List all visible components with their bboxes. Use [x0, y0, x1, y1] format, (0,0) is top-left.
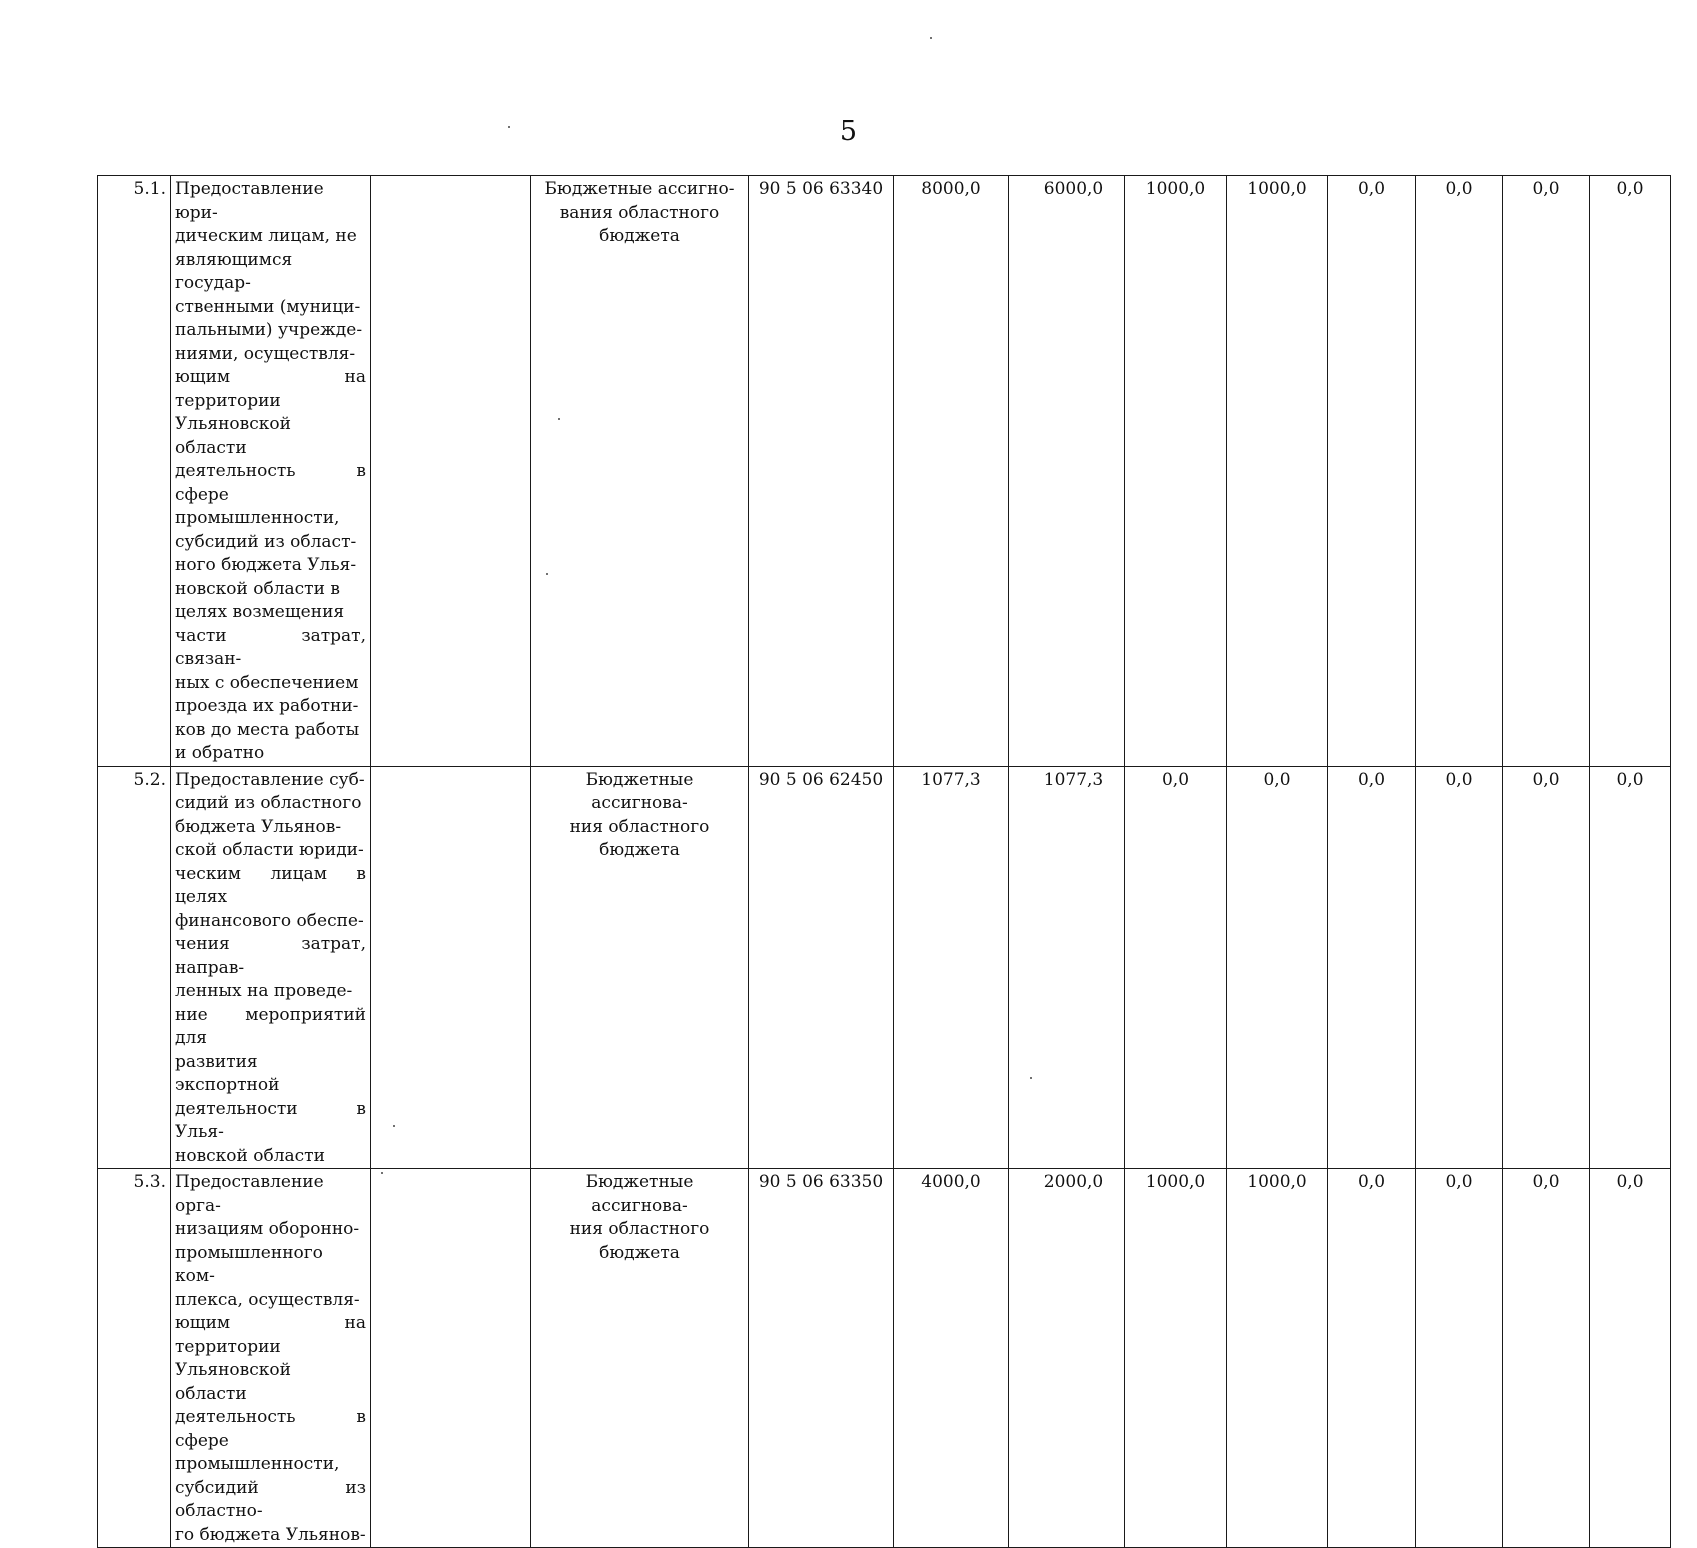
- value-year-1: 6000,0: [1009, 176, 1125, 767]
- scan-speck: [930, 37, 932, 39]
- value-year-2: 1000,0: [1125, 1169, 1227, 1548]
- value-year-1: 1077,3: [1009, 766, 1125, 1169]
- executor-cell: [371, 176, 531, 767]
- value-year-7: 0,0: [1590, 1169, 1671, 1548]
- table-row: [98, 176, 1671, 767]
- budget-code: 90 5 06 62450: [749, 766, 894, 1169]
- executor-cell: [371, 766, 531, 1169]
- value-year-2: 0,0: [1125, 766, 1227, 1169]
- value-year-7: 0,0: [1590, 176, 1671, 767]
- value-year-5: 0,0: [1416, 176, 1503, 767]
- value-year-6: 0,0: [1503, 176, 1590, 767]
- value-total: 1077,3: [894, 766, 1009, 1169]
- value-year-3: 0,0: [1227, 766, 1328, 1169]
- row-title: Предоставление суб- сидий из областного бюджета Ульянов- ской области юриди- ческим лицам в целях финансового обеспе- чения затрат, направ- ленных на проведе- ние мероприятий для развития экспортной деятельности в Улья- новской области: [171, 766, 371, 1169]
- executor-cell: [371, 1169, 531, 1548]
- value-year-4: 0,0: [1328, 1169, 1416, 1548]
- value-year-3: 1000,0: [1227, 176, 1328, 767]
- value-year-5: 0,0: [1416, 766, 1503, 1169]
- scan-speck: [508, 126, 510, 128]
- table-row: [98, 766, 1671, 1169]
- value-year-2: 1000,0: [1125, 176, 1227, 767]
- value-total: 8000,0: [894, 176, 1009, 767]
- budget-table: [97, 175, 1671, 1548]
- budget-code: 90 5 06 63340: [749, 176, 894, 767]
- table-row: [98, 1169, 1671, 1548]
- value-year-6: 0,0: [1503, 766, 1590, 1169]
- value-year-1: 2000,0: [1009, 1169, 1125, 1548]
- value-year-3: 1000,0: [1227, 1169, 1328, 1548]
- value-year-5: 0,0: [1416, 1169, 1503, 1548]
- funding-source: Бюджетные ассигно- вания областного бюджета: [531, 176, 749, 767]
- value-year-4: 0,0: [1328, 176, 1416, 767]
- value-total: 4000,0: [894, 1169, 1009, 1548]
- page-number: 5: [839, 116, 858, 147]
- row-title: Предоставление орга- низациям оборонно- промышленного ком- плекса, осуществля- ющим на территории Ульяновской области деятельность в сфере промышленности, субсидий из областно- го бюджета Ульянов-: [171, 1169, 371, 1548]
- budget-code: 90 5 06 63350: [749, 1169, 894, 1548]
- value-year-4: 0,0: [1328, 766, 1416, 1169]
- value-year-7: 0,0: [1590, 766, 1671, 1169]
- row-title: Предоставление юри- дическим лицам, не являющимся государ- ственными (муници- пальными) учрежде- ниями, осуществля- ющим на территории Ульяновской области деятельность в сфере промышленности, субсидий из област- ного бюджета Улья- новской области в целях возмещения части затрат, связан- ных с обеспечением проезда их работни- ков до места работы и обратно: [171, 176, 371, 767]
- funding-source: Бюджетные ассигнова- ния областного бюджета: [531, 1169, 749, 1548]
- row-number: 5.2.: [98, 766, 171, 1169]
- row-number: 5.1.: [98, 176, 171, 767]
- row-number: 5.3.: [98, 1169, 171, 1548]
- funding-source: Бюджетные ассигнова- ния областного бюджета: [531, 766, 749, 1169]
- value-year-6: 0,0: [1503, 1169, 1590, 1548]
